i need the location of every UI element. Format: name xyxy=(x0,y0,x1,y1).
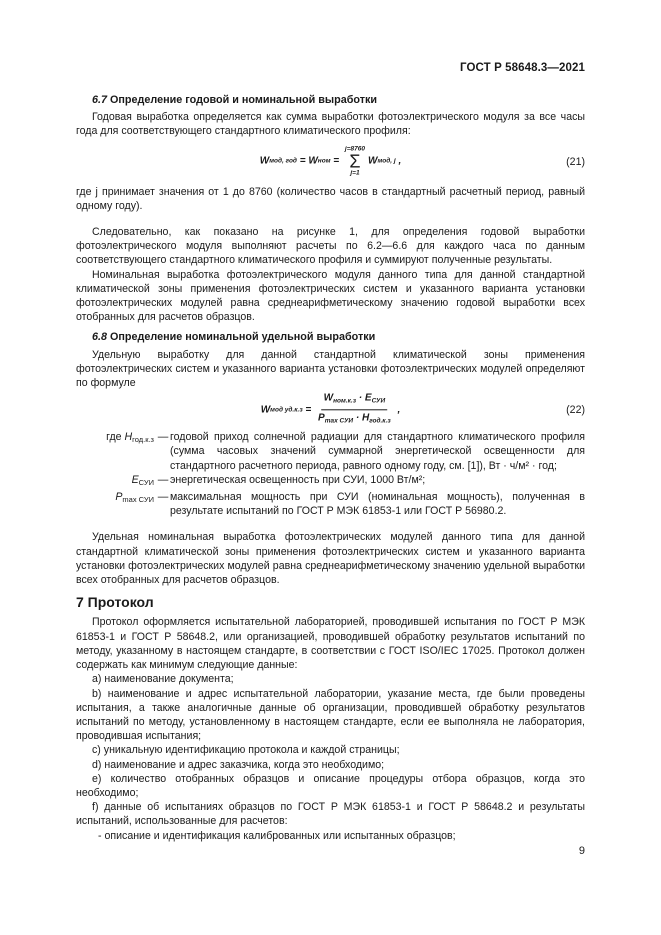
definition-text: годовой приход солнечной радиации для стандартного климатического профиля (сумма часовых значений суммарной энергетической освещенности для стандартного расчетного периода, равного одному году, см. [1]), Вт · ч/м² · год; xyxy=(170,431,585,472)
formula-subscript: max СУИ xyxy=(324,417,354,425)
formula-symbol: W xyxy=(323,392,334,404)
fraction-denominator xyxy=(316,411,393,429)
section-number: 6.7 xyxy=(92,94,108,106)
formula-subscript: год.к.з xyxy=(369,417,391,425)
formula-22-expression xyxy=(261,392,401,429)
definition-dash: — xyxy=(157,491,169,504)
list-item: f) данные об испытаниях образцов по ГОСТ Р МЭК 61853-1 и ГОСТ Р 58648.2 и результаты испытаний, использованные для расчетов: xyxy=(76,801,585,828)
definition-symbol xyxy=(76,490,156,518)
symbol: E xyxy=(131,473,139,486)
formula-punctuation: , xyxy=(395,155,402,167)
document-header: ГОСТ Р 58648.3—2021 xyxy=(460,62,585,74)
formula-symbol: W xyxy=(308,155,318,167)
list-item: a) наименование документа; xyxy=(92,673,234,686)
symbol: H xyxy=(124,431,133,444)
formula-punctuation: , xyxy=(394,404,401,416)
definition-prefix: где xyxy=(106,431,125,444)
formula-subscript: мод, год xyxy=(269,157,297,165)
paragraph: Годовая выработка определяется как сумма выработки фотоэлектрического модуля за все часы года для соответствующего стандартного климатического профиля: xyxy=(76,111,585,138)
list-item: c) уникальную идентификацию протокола и каждой страницы; xyxy=(92,744,400,757)
formula-22 xyxy=(76,392,585,428)
list-item: b) наименование и адрес испытательной лаборатории, указание места, где были проведены испытания, а также аналогичные данные об организации, проводившей обработку результатов испытаний по методу, установленному в настоящем стандарте, если ее выполняла не лаборатория, проводившая испытания; xyxy=(76,687,585,743)
symbol-subscript: год.к.з xyxy=(132,435,154,445)
section-title: Определение годовой и номинальной выработки xyxy=(110,94,378,106)
symbol-subscript: СУИ xyxy=(138,477,154,487)
fraction-numerator xyxy=(322,392,387,411)
sum-upper-limit: j=8760 xyxy=(344,145,365,153)
fraction xyxy=(316,392,393,429)
formula-symbol: W xyxy=(367,155,378,167)
definition-dash: — xyxy=(157,431,169,444)
page-number: 9 xyxy=(578,845,585,857)
definition-dash: — xyxy=(157,473,169,486)
paragraph: Протокол оформляется испытательной лабораторией, проводившей испытания по ГОСТ Р МЭК 61853-1 и ГОСТ Р 58648.2, или организацией, проводившей обработку результатов испытаний по методу, указанному в настоящем стандарте, в соответствии с ГОСТ ISO/IEC 17025. Протокол должен содержать как минимум следующие данные: xyxy=(76,616,585,672)
paragraph: Удельную выработку для данной стандартной климатической зоны применения фотоэлектрических систем и указанного варианта установки фотоэлектрических модулей определяют по формуле xyxy=(76,348,585,390)
formula-21 xyxy=(76,141,585,183)
list-item: d) наименование и адрес заказчика, когда это необходимо; xyxy=(92,758,385,771)
section-6-8-heading xyxy=(76,330,585,344)
formula-symbol: W xyxy=(259,155,270,167)
bullet-item: - описание и идентификация калиброванных или испытанных образцов; xyxy=(98,829,456,842)
section-title: Определение номинальной удельной выработки xyxy=(110,331,376,344)
section-6-7-heading xyxy=(76,93,585,107)
formula-symbol: E xyxy=(364,392,372,404)
sum-lower-limit: j=1 xyxy=(350,169,360,177)
formula-operator: · xyxy=(353,412,362,424)
paragraph: Следовательно, как показано на рисунке 1, для определения годовой выработки фотоэлектрического модуля выполняют расчеты по 6.2—6.6 для каждого часа по данным соответствующего стандартного климатического профиля и суммируют полученные результаты. xyxy=(76,226,585,267)
sigma-sign: Σ xyxy=(349,151,361,172)
paragraph: Номинальная выработка фотоэлектрического модуля данного типа для данной стандартной климатической зоны применения фотоэлектрических систем и указанного варианта установки фотоэлектрических модулей равна среднеарифметическому значению годовой выработки всех отобранных для расчетов образцов. xyxy=(76,268,585,324)
definition-symbol xyxy=(76,430,156,473)
sum-operator xyxy=(345,146,365,177)
symbol: P xyxy=(115,491,123,504)
list-item: e) количество отобранных образцов и описание процедуры отбора образцов, когда это необходимо; xyxy=(76,772,585,799)
formula-subscript: ном xyxy=(317,157,331,165)
formula-subscript: ном.к.з xyxy=(333,397,357,405)
equation-number: (21) xyxy=(566,155,585,168)
formula-operator: = xyxy=(302,404,315,416)
section-7-heading: 7 Протокол xyxy=(76,594,154,611)
symbol-definitions xyxy=(76,430,585,518)
formula-21-expression xyxy=(260,146,401,177)
formula-symbol: H xyxy=(361,412,370,424)
formula-subscript: СУИ xyxy=(371,397,386,405)
formula-operator: · xyxy=(356,392,365,404)
definition-symbol xyxy=(76,473,156,490)
symbol-subscript: max СУИ xyxy=(122,495,154,505)
formula-subscript: мод уд.к.з xyxy=(270,406,303,414)
definition-text: максимальная мощность при СУИ (номинальная мощность), полученная в результате испытаний по ГОСТ Р МЭК 61853-1 или ГОСТ Р 56980.2. xyxy=(170,491,585,518)
paragraph: Удельная номинальная выработка фотоэлектрических модулей данного типа для данной стандартной климатической зоны применения фотоэлектрических систем и указанного варианта установки фотоэлектрических модулей равна среднеарифметическому значению удельной выработки всех отобранных для расчетов образцов. xyxy=(76,531,585,587)
formula-operator: = xyxy=(296,155,309,167)
equation-number: (22) xyxy=(566,404,585,417)
formula-operator: = xyxy=(330,155,342,167)
formula-subscript: мод, j xyxy=(377,157,396,165)
formula-symbol: W xyxy=(260,404,271,416)
document-body xyxy=(76,93,585,843)
section-number: 6.8 xyxy=(92,331,108,344)
paragraph: где j принимает значения от 1 до 8760 (количество часов в стандартный расчетный период, равный одному году). xyxy=(76,185,585,212)
formula-symbol: P xyxy=(318,412,325,424)
definition-text: энергетическая освещенность при СУИ, 1000 Вт/м²; xyxy=(170,473,426,486)
